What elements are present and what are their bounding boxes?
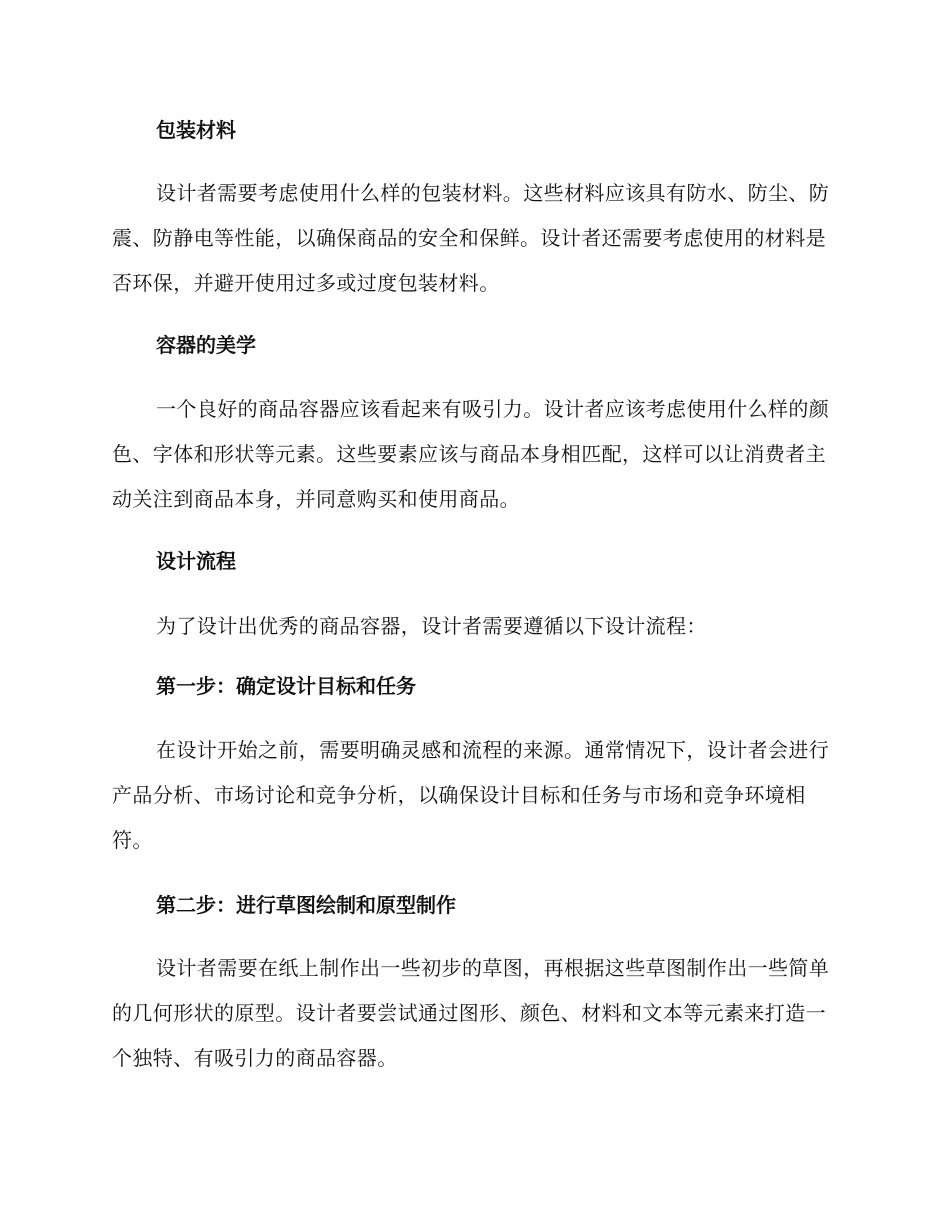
section-heading-step-one: 第一步：确定设计目标和任务 <box>156 674 416 698</box>
section-heading-design-process: 设计流程 <box>156 549 236 573</box>
section-paragraph-design-process: 为了设计出优秀的商品容器，设计者需要遵循以下设计流程： <box>156 614 707 638</box>
section-paragraph-packaging-materials: 设计者需要考虑使用什么样的包装材料。这些材料应该具有防水、防尘、防震、防静电等性能，以确保商品的安全和保鲜。设计者还需要考虑使用的材料是否环保，并避开使用过多或过度包装材料。 <box>112 181 830 295</box>
section-heading-step-two: 第二步：进行草图绘制和原型制作 <box>156 893 456 917</box>
section-paragraph-container-aesthetics: 一个良好的商品容器应该看起来有吸引力。设计者应该考虑使用什么样的颜色、字体和形状等元素。这些要素应该与商品本身相匹配，这样可以让消费者主动关注到商品本身，并同意购买和使用商品。 <box>112 397 830 511</box>
section-heading-packaging-materials: 包装材料 <box>156 118 236 142</box>
section-paragraph-step-one: 在设计开始之前，需要明确灵感和流程的来源。通常情况下，设计者会进行产品分析、市场讨论和竞争分析，以确保设计目标和任务与市场和竞争环境相符。 <box>112 738 830 852</box>
section-heading-container-aesthetics: 容器的美学 <box>156 333 256 357</box>
section-paragraph-step-two: 设计者需要在纸上制作出一些初步的草图，再根据这些草图制作出一些简单的几何形状的原型。设计者要尝试通过图形、颜色、材料和文本等元素来打造一个独特、有吸引力的商品容器。 <box>112 956 830 1070</box>
